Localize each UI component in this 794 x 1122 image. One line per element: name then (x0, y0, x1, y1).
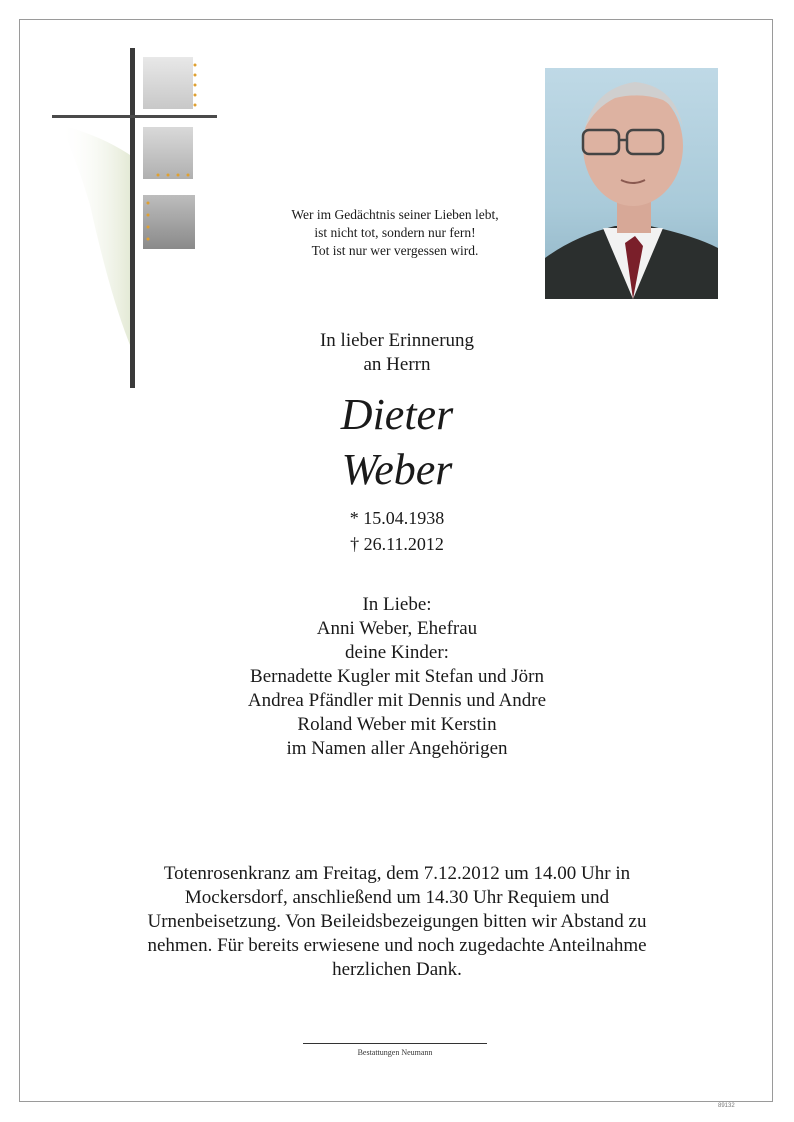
mourner-line: Anni Weber, Ehefrau (316, 618, 478, 639)
print-code: 89132 (718, 1103, 735, 1109)
life-dates (200, 505, 594, 557)
notice-line: Totenrosenkranz am Freitag, dem 7.12.2012 um 14.00 Uhr in (163, 863, 631, 884)
mourners-list (100, 593, 694, 761)
death-date: † 26.11.2012 (350, 534, 444, 554)
mourner-line: Roland Weber mit Kerstin (297, 714, 497, 735)
birth-date: * 15.04.1938 (349, 508, 445, 528)
mourner-line: Bernadette Kugler mit Stefan und Jörn (250, 666, 544, 687)
signature-line (303, 1043, 487, 1044)
undertaker-name: Bestattungen Neumann (357, 1048, 433, 1057)
poem-line: Wer im Gedächtnis seiner Lieben lebt, (291, 207, 499, 222)
notice-line: Mockersdorf, anschließend um 14.30 Uhr Requiem und (184, 887, 610, 908)
notice-line: Urnenbeisetzung. Von Beileidsbezeigungen bitten wir Abstand zu (147, 911, 647, 932)
portrait-photo (545, 68, 718, 299)
first-name: Dieter (340, 390, 454, 439)
intro-text (200, 329, 594, 377)
mourner-line: Andrea Pfändler mit Dennis und Andre (247, 690, 547, 711)
poem-line: ist nicht tot, sondern nur fern! (314, 225, 476, 240)
memorial-poem (240, 206, 550, 260)
notice-line: nehmen. Für bereits erwiesene und noch zugedachte Anteilnahme (147, 935, 647, 956)
notice-line: herzlichen Dank. (332, 959, 462, 980)
mourner-line: In Liebe: (362, 594, 432, 615)
last-name: Weber (341, 445, 453, 494)
poem-line: Tot ist nur wer vergessen wird. (311, 243, 479, 258)
mourner-line: deine Kinder: (345, 642, 449, 663)
intro-line: In lieber Erinnerung (319, 330, 475, 351)
mourner-line: im Namen aller Angehörigen (286, 738, 508, 759)
service-notice (90, 862, 704, 982)
intro-line: an Herrn (363, 354, 431, 375)
